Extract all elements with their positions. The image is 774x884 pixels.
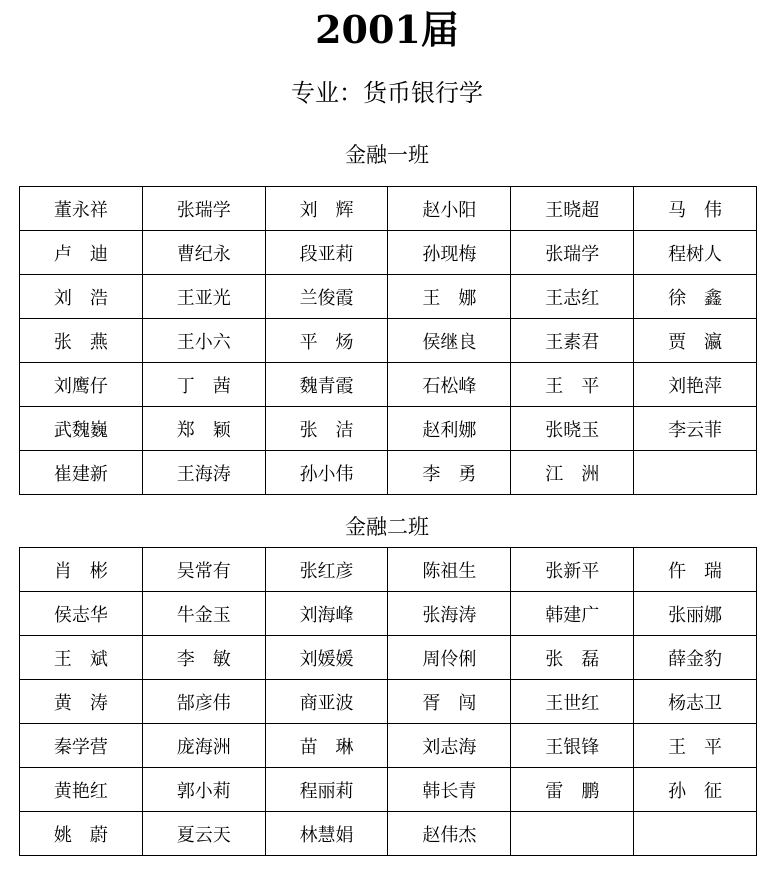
student-name-cell: 崔建新 <box>20 451 143 495</box>
student-name-cell: 黄 涛 <box>20 680 143 724</box>
student-name-cell: 王银锋 <box>511 724 634 768</box>
table-row <box>20 187 757 231</box>
student-name-cell: 庞海洲 <box>142 724 265 768</box>
student-name-cell: 王志红 <box>511 275 634 319</box>
student-name-cell: 赵小阳 <box>388 187 511 231</box>
student-name-cell: 胥 闯 <box>388 680 511 724</box>
student-name-cell: 王亚光 <box>142 275 265 319</box>
student-name-cell <box>634 451 757 495</box>
student-name-cell: 王 娜 <box>388 275 511 319</box>
student-name-cell: 仵 瑞 <box>634 548 757 592</box>
table-row <box>20 275 757 319</box>
student-name-cell: 孙小伟 <box>265 451 388 495</box>
student-name-cell: 林慧娟 <box>265 812 388 856</box>
student-name-cell: 赵利娜 <box>388 407 511 451</box>
student-name-cell: 姚 蔚 <box>20 812 143 856</box>
student-name-cell: 夏云天 <box>142 812 265 856</box>
table-row <box>20 451 757 495</box>
student-name-cell: 张 燕 <box>20 319 143 363</box>
student-name-cell: 刘艳萍 <box>634 363 757 407</box>
student-name-cell: 刘海峰 <box>265 592 388 636</box>
student-name-cell: 牛金玉 <box>142 592 265 636</box>
student-name-cell: 周伶俐 <box>388 636 511 680</box>
student-name-cell: 张 磊 <box>511 636 634 680</box>
table-row <box>20 363 757 407</box>
student-name-cell: 吴常有 <box>142 548 265 592</box>
table-row <box>20 407 757 451</box>
student-name-cell: 侯志华 <box>20 592 143 636</box>
table-row <box>20 231 757 275</box>
student-name-cell: 董永祥 <box>20 187 143 231</box>
student-name-cell: 张新平 <box>511 548 634 592</box>
student-name-cell: 郜彦伟 <box>142 680 265 724</box>
student-name-cell: 王 平 <box>511 363 634 407</box>
student-name-cell: 赵伟杰 <box>388 812 511 856</box>
student-name-cell: 黄艳红 <box>20 768 143 812</box>
student-name-cell: 程丽莉 <box>265 768 388 812</box>
student-name-cell: 韩建广 <box>511 592 634 636</box>
student-name-cell: 刘 辉 <box>265 187 388 231</box>
student-name-cell: 张瑞学 <box>142 187 265 231</box>
student-name-cell: 马 伟 <box>634 187 757 231</box>
student-name-cell: 王素君 <box>511 319 634 363</box>
table-row <box>20 319 757 363</box>
student-name-cell: 雷 鹏 <box>511 768 634 812</box>
student-name-cell: 郭小莉 <box>142 768 265 812</box>
student-name-cell: 江 洲 <box>511 451 634 495</box>
student-name-cell: 卢 迪 <box>20 231 143 275</box>
table-row <box>20 812 757 856</box>
student-name-cell: 魏青霞 <box>265 363 388 407</box>
class-roster-table-finance-1 <box>19 186 757 495</box>
student-name-cell: 武魏巍 <box>20 407 143 451</box>
student-name-cell: 肖 彬 <box>20 548 143 592</box>
student-name-cell: 刘志海 <box>388 724 511 768</box>
student-name-cell: 曹纪永 <box>142 231 265 275</box>
student-name-cell: 王海涛 <box>142 451 265 495</box>
student-name-cell: 张 洁 <box>265 407 388 451</box>
class-roster-table-finance-2 <box>19 547 757 856</box>
student-name-cell: 段亚莉 <box>265 231 388 275</box>
table-row <box>20 680 757 724</box>
student-name-cell: 王 斌 <box>20 636 143 680</box>
student-name-cell: 丁 茜 <box>142 363 265 407</box>
student-name-cell: 苗 琳 <box>265 724 388 768</box>
student-name-cell: 刘 浩 <box>20 275 143 319</box>
student-name-cell: 王世红 <box>511 680 634 724</box>
student-name-cell: 张瑞学 <box>511 231 634 275</box>
student-name-cell: 李 勇 <box>388 451 511 495</box>
class-title-finance-1: 金融一班 <box>345 143 429 167</box>
student-name-cell: 程树人 <box>634 231 757 275</box>
table-row <box>20 592 757 636</box>
page-title: 2001届 <box>315 7 459 52</box>
student-name-cell <box>634 812 757 856</box>
student-name-cell: 陈祖生 <box>388 548 511 592</box>
student-name-cell: 韩长青 <box>388 768 511 812</box>
class-title-finance-2: 金融二班 <box>345 515 429 539</box>
student-name-cell: 商亚波 <box>265 680 388 724</box>
student-name-cell: 兰俊霞 <box>265 275 388 319</box>
table-row <box>20 636 757 680</box>
student-name-cell: 郑 颖 <box>142 407 265 451</box>
student-name-cell: 李云菲 <box>634 407 757 451</box>
table-row <box>20 768 757 812</box>
student-name-cell: 徐 鑫 <box>634 275 757 319</box>
student-name-cell: 孙 征 <box>634 768 757 812</box>
student-name-cell: 贾 瀛 <box>634 319 757 363</box>
student-name-cell: 薛金豹 <box>634 636 757 680</box>
student-name-cell: 孙现梅 <box>388 231 511 275</box>
student-name-cell: 李 敏 <box>142 636 265 680</box>
student-name-cell: 刘鹰仔 <box>20 363 143 407</box>
student-name-cell: 刘媛媛 <box>265 636 388 680</box>
student-name-cell: 侯继良 <box>388 319 511 363</box>
student-name-cell: 秦学营 <box>20 724 143 768</box>
student-name-cell: 张晓玉 <box>511 407 634 451</box>
student-name-cell: 平 炀 <box>265 319 388 363</box>
student-name-cell: 张丽娜 <box>634 592 757 636</box>
major-heading: 专业：货币银行学 <box>291 79 483 107</box>
student-name-cell: 石松峰 <box>388 363 511 407</box>
student-name-cell: 张红彦 <box>265 548 388 592</box>
student-name-cell: 王 平 <box>634 724 757 768</box>
student-name-cell <box>511 812 634 856</box>
student-name-cell: 王小六 <box>142 319 265 363</box>
table-row <box>20 724 757 768</box>
student-name-cell: 张海涛 <box>388 592 511 636</box>
table-row <box>20 548 757 592</box>
student-name-cell: 杨志卫 <box>634 680 757 724</box>
student-name-cell: 王晓超 <box>511 187 634 231</box>
